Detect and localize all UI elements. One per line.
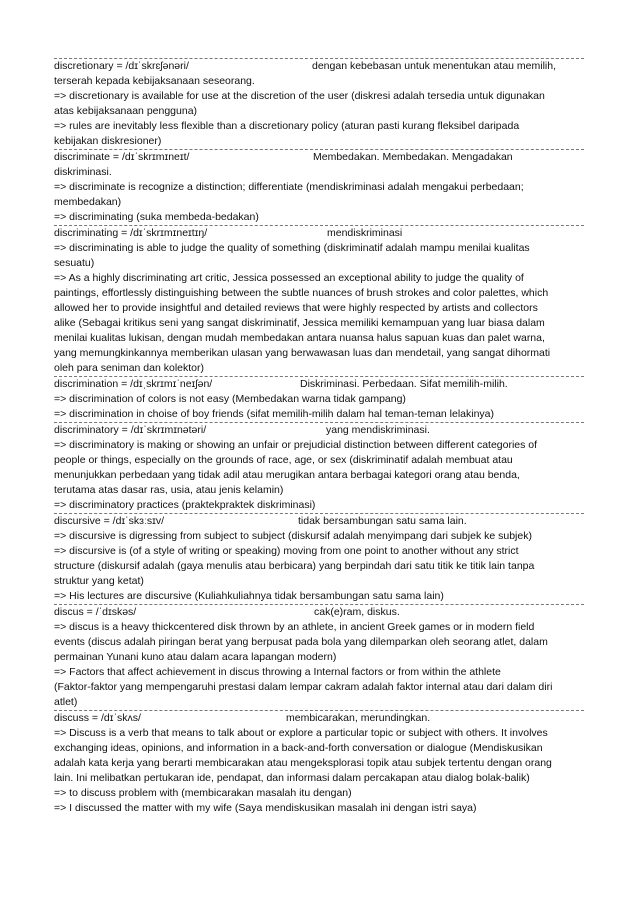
entry-headline xyxy=(54,226,584,241)
entry-line: => discriminating is able to judge the quality of something (diskriminatif adalah mampu menilai kualitas xyxy=(54,242,530,254)
entry-headline xyxy=(54,605,584,620)
entry-line: exchanging ideas, opinions, and information in a back-and-forth conversation or dialogue (Mendiskusikan xyxy=(54,742,543,754)
entry-word: discretionary = /dɪˈskrɛʃənəri/ xyxy=(54,60,189,72)
dictionary-entry xyxy=(54,605,584,711)
entry-headline xyxy=(54,423,584,438)
entry-word: discriminating = /dɪˈskrɪmɪneɪtɪŋ/ xyxy=(54,227,208,239)
entry-line: => discursive is (of a style of writing or speaking) moving from one point to another without any strict xyxy=(54,545,519,557)
entry-meaning: tidak bersambungan satu sama lain. xyxy=(298,515,467,527)
entry-line: => to discuss problem with (membicarakan masalah itu dengan) xyxy=(54,787,352,799)
entry-line: yang memungkinkannya memberikan ulasan yang berwawasan luas dan mendetail, yang sangat dihormati xyxy=(54,347,551,359)
entry-line: => discrimination in choise of boy friends (sifat memilih-milih dalam hal teman-teman lelakinya) xyxy=(54,408,495,420)
entry-line: allowed her to provide insightful and detailed reviews that were highly respected by artists and collectors xyxy=(54,302,538,314)
entry-line: oleh para seniman dan kolektor) xyxy=(54,362,205,374)
entry-word: discuss = /dɪˈskʌs/ xyxy=(54,712,141,724)
entry-line: => discriminatory is making or showing an unfair or prejudicial distinction between different categories of xyxy=(54,439,538,451)
entry-line: sesuatu) xyxy=(54,257,95,269)
entry-word: discus = /ˈdɪskəs/ xyxy=(54,606,137,618)
entry-meaning: yang mendiskriminasi. xyxy=(326,424,430,436)
entry-headline xyxy=(54,377,584,392)
entry-headline xyxy=(54,150,584,165)
entry-line: kebijakan diskresioner) xyxy=(54,135,162,147)
entry-line: struktur yang ketat) xyxy=(54,575,144,587)
entry-line: terutama atas dasar ras, usia, atau jenis kelamin) xyxy=(54,484,284,496)
entry-meaning: membicarakan, merundingkan. xyxy=(286,712,431,724)
entry-word: discriminate = /dɪˈskrɪmɪneɪt/ xyxy=(54,151,190,163)
entry-meaning: Membedakan. Membedakan. Mengadakan xyxy=(313,151,513,163)
entry-meaning: Diskriminasi. Perbedaan. Sifat memilih-milih. xyxy=(300,378,508,390)
entry-line: lain. Ini melibatkan pertukaran ide, pendapat, dan informasi dalam percakapan atau dialog bolak-balik) xyxy=(54,772,530,784)
dictionary-entry xyxy=(54,377,584,423)
entry-line: atlet) xyxy=(54,696,78,708)
entry-line: => discriminate is recognize a distinction; differentiate (mendiskriminasi adalah mengakui perbedaan; xyxy=(54,181,524,193)
entry-line: structure (diskursif adalah (gaya menulis atau berbicara) yang berpindah dari satu titik ke titik lain tanpa xyxy=(54,560,535,572)
entry-line: people or things, especially on the grounds of race, age, or sex (diskriminatif adalah membuat atau xyxy=(54,454,513,466)
dictionary-entry xyxy=(54,150,584,226)
entry-line: => discus is a heavy thickcentered disk thrown by an athlete, in ancient Greek games or in modern field xyxy=(54,621,535,633)
entry-meaning: cak(e)ram, diskus. xyxy=(314,606,400,618)
entry-line: terserah kepada kebijaksanaan seseorang. xyxy=(54,75,255,87)
entry-meaning: mendiskriminasi xyxy=(327,227,403,239)
dictionary-entry xyxy=(54,226,584,377)
entry-line: events (discus adalah piringan berat yang berpusat pada bola yang dilemparkan oleh seorang atlet, dalam xyxy=(54,636,548,648)
dictionary-entry xyxy=(54,514,584,605)
entry-line: diskriminasi. xyxy=(54,166,112,178)
entry-line: => Factors that affect achievement in discus throwing a Internal factors or from within the athlete xyxy=(54,666,501,678)
entry-line: => I discussed the matter with my wife (Saya mendiskusikan masalah ini dengan istri saya) xyxy=(54,802,477,814)
entry-meaning: dengan kebebasan untuk menentukan atau memilih, xyxy=(312,60,557,72)
entry-line: => discretionary is available for use at the discretion of the user (diskresi adalah tersedia untuk digunakan xyxy=(54,90,545,102)
entry-headline xyxy=(54,59,584,74)
dictionary-entry xyxy=(54,423,584,514)
entry-headline xyxy=(54,514,584,529)
dictionary-entry xyxy=(54,711,584,816)
entry-line: => rules are inevitably less flexible than a discretionary policy (aturan pasti kurang fleksibel daripada xyxy=(54,120,520,132)
entry-line: alike (Sebagai kritikus seni yang sangat diskriminatif, Jessica memiliki kemampuan yang luar biasa dalam xyxy=(54,317,545,329)
entry-line: => As a highly discriminating art critic, Jessica possessed an exceptional ability to judge the quality of xyxy=(54,272,524,284)
dictionary-page xyxy=(54,58,584,816)
entry-line: membedakan) xyxy=(54,196,122,208)
entry-line: paintings, effortlessly distinguishing between the subtle nuances of brush strokes and color palettes, which xyxy=(54,287,549,299)
entry-line: => discursive is digressing from subject to subject (diskursif adalah menyimpang dari subjek ke subjek) xyxy=(54,530,532,542)
entry-line: => His lectures are discursive (Kuliahkuliahnya tidak bersambungan satu sama lain) xyxy=(54,590,444,602)
entry-line: (Faktor-faktor yang mempengaruhi prestasi dalam lempar cakram adalah faktor internal atau dari dalam diri xyxy=(54,681,553,693)
entry-line: permainan Yunani kuno atau dalam acara lapangan modern) xyxy=(54,651,337,663)
entry-line: => discriminating (suka membeda-bedakan) xyxy=(54,211,259,223)
entry-headline xyxy=(54,711,584,726)
entry-line: => discrimination of colors is not easy (Membedakan warna tidak gampang) xyxy=(54,393,406,405)
entry-line: adalah kata kerja yang berarti membicarakan atau mengeksplorasi topik atau subjek tertentu dengan orang xyxy=(54,757,552,769)
dictionary-entry xyxy=(54,58,584,150)
entry-line: atas kebijaksanaan pengguna) xyxy=(54,105,198,117)
entry-word: discriminatory = /dɪˈskrɪmɪnətəri/ xyxy=(54,424,207,436)
entry-word: discursive = /dɪˈskɜːsɪv/ xyxy=(54,515,165,527)
entry-line: menunjukkan perbedaan yang tidak adil atau merugikan antara berbagai kategori orang atau benda, xyxy=(54,469,520,481)
entry-line: menilai kualitas lukisan, dengan mudah membedakan antara nuansa halus sapuan kuas dan palet warna, xyxy=(54,332,545,344)
entry-word: discrimination = /dɪˌskrɪmɪˈneɪʃən/ xyxy=(54,378,213,390)
entry-line: => Discuss is a verb that means to talk about or explore a particular topic or subject with others. It involves xyxy=(54,727,548,739)
entry-line: => discriminatory practices (praktekpraktek diskriminasi) xyxy=(54,499,316,511)
